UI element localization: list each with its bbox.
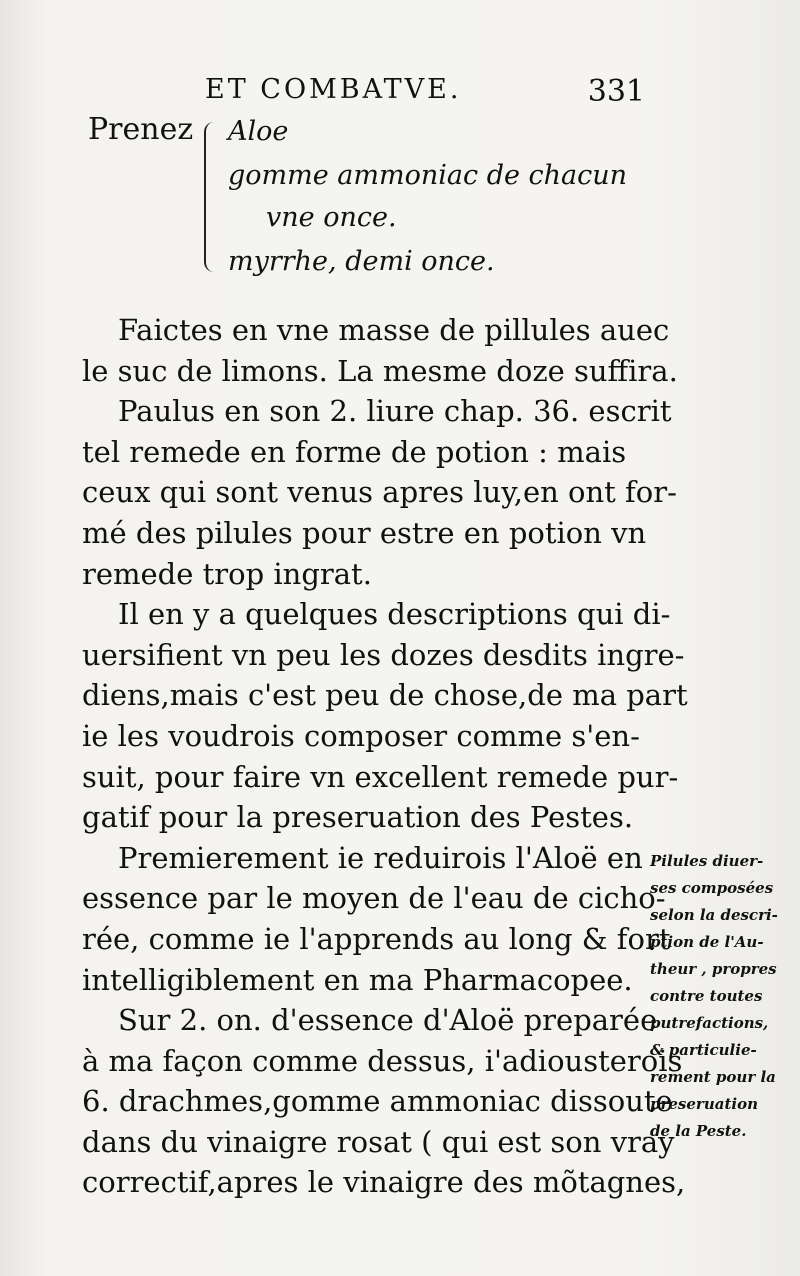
margin-note-line: selon la descri- [650,906,778,924]
text-line: Sur 2. on. d'essence d'Aloë preparée [118,1003,658,1038]
text-line: Faictes en vne masse de pillules auec [118,313,670,347]
margin-note-line: preseruation [650,1095,758,1113]
recipe-ingredient: myrrhe, demi once. [228,246,495,277]
recipe-ingredient: Aloe [228,116,289,147]
margin-note [650,848,790,1145]
body-text [82,310,688,1203]
margin-note-line: Pilules diuer- [650,852,764,870]
text-line: rée, comme ie l'apprends au long & fort [82,921,671,956]
paragraph [82,1000,686,1203]
text-line: correctif,apres le vinaigre des mõtagnes, [82,1165,686,1200]
margin-note-line: theur , propres [650,960,777,978]
recipe-block [88,112,648,282]
text-line: uersifient vn peu les dozes desdits ingre- [82,637,685,672]
running-title: ET COMBATVE. [205,74,462,105]
page-header [205,74,645,114]
text-line: Premierement ie reduirois l'Aloë en [118,840,643,875]
margin-note-line: ption de l'Au- [650,933,764,951]
margin-note-line: putrefactions, [650,1014,769,1032]
text-line: intelligiblement en ma Pharmacopee. [82,962,633,997]
margin-note-line: & particulie- [650,1041,757,1059]
text-line: Paulus en son 2. liure chap. 36. escrit [118,394,672,429]
text-line: gatif pour la preseruation des Pestes. [82,800,634,835]
text-line: suit, pour faire vn excellent remede pur- [82,759,679,794]
paragraph [82,310,678,391]
paragraph [82,391,677,594]
text-line: mé des pilules pour estre en potion vn [82,515,647,550]
recipe-ingredient: gomme ammoniac de chacun [228,160,628,191]
text-line: à ma façon comme dessus, i'adiousterois [82,1043,683,1078]
text-line: tel remede en forme de potion : mais [82,434,627,469]
text-line: le suc de limons. La mesme doze suffira. [82,353,678,388]
margin-note-line: rement pour la [650,1068,776,1086]
paragraph [82,838,671,1000]
text-line: ceux qui sont venus apres luy,en ont for- [82,475,677,510]
text-line: ie les voudrois composer comme s'en- [82,718,640,753]
brace-mark [204,122,222,272]
text-line: diens,mais c'est peu de chose,de ma part [82,678,688,713]
recipe-verb: Prenez [88,112,194,147]
text-line: Il en y a quelques descriptions qui di- [118,597,671,632]
text-line: dans du vinaigre rosat ( qui est son vray [82,1124,675,1159]
paragraph [82,594,688,838]
margin-note-line: contre toutes [650,987,763,1005]
margin-note-line: ses composées [650,879,774,897]
text-line: remede trop ingrat. [82,556,372,591]
recipe-ingredient: vne once. [266,202,397,233]
page-number: 331 [587,74,645,109]
text-line: 6. drachmes,gomme ammoniac dissoute [82,1084,673,1119]
margin-note-line: de la Peste. [650,1122,747,1140]
text-line: essence par le moyen de l'eau de cicho- [82,881,666,916]
